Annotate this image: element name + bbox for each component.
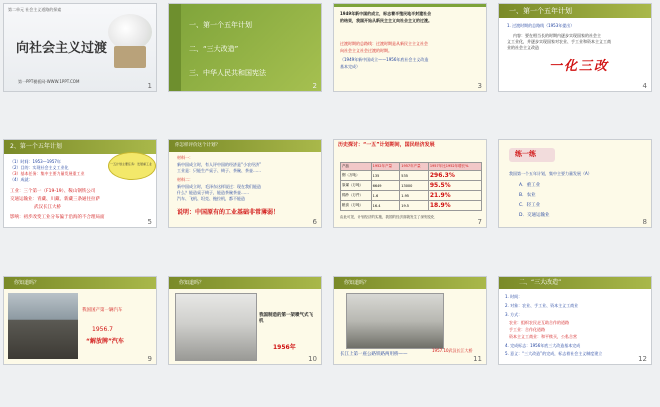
- sub-heading: 1. 过渡时期的总路线（1953年提出）: [507, 23, 575, 28]
- data-table: [340, 162, 482, 211]
- agenda-item-2: 二、“三大改造”: [189, 45, 239, 53]
- slide-heading: 一、第一个五年计划: [509, 7, 572, 15]
- option-d: D．交通运输业: [519, 213, 550, 218]
- slide-heading: 你怎样评价这个计划？: [175, 143, 220, 148]
- bridge-photo: [346, 293, 444, 349]
- slide-thumbnail-1[interactable]: [3, 3, 157, 92]
- slide-heading: 你知道吗？: [179, 280, 205, 286]
- table-cell: 135: [371, 171, 400, 181]
- callout-text: 一五计划主要任务：发展重工业: [110, 162, 153, 166]
- table-header: 1952年产量: [371, 163, 400, 171]
- table-cell: 13000: [400, 181, 429, 191]
- text-line: 义工业化，并逐步实现国家对农业、手工业和资本主义工商: [507, 39, 611, 44]
- slide-number: 12: [638, 355, 647, 363]
- callout-bubble: [108, 152, 156, 180]
- text-line: 工业：三个第一（F19-19）、鞍山钢铁公司: [10, 189, 96, 194]
- text-line: 手工业：合作化道路: [509, 327, 545, 332]
- slide-heading: 2、第一个五年计划: [10, 143, 62, 150]
- table-header: 1957年产量: [400, 163, 429, 171]
- table-row: [341, 201, 482, 211]
- slide-number: 11: [473, 355, 482, 363]
- text-line: 汽车、飞机、坦克、拖拉机，都不能造: [177, 196, 245, 201]
- slogan: 一化三改: [549, 59, 610, 74]
- table-cell: 钢（万吨）: [341, 171, 372, 181]
- table-cell: 棉纱（万件）: [341, 191, 372, 201]
- table-cell: 535: [400, 171, 429, 181]
- jet-photo: [175, 293, 257, 361]
- text-line: 影响：初步改变工业分布偏于沿海的不合理局面: [10, 215, 105, 220]
- slide-thumbnail-6[interactable]: [168, 139, 322, 228]
- year-label: 1956年: [273, 344, 296, 351]
- photo-caption: 我国国产第一辆汽车: [82, 308, 123, 313]
- text-line: 资本主义工商业：和平赎买，公私合营: [509, 334, 577, 339]
- slide-number: 9: [147, 355, 152, 363]
- table-cell: 6649: [371, 181, 400, 191]
- text-line: （3）基本任务：集中主要力量发展重工业: [10, 171, 85, 176]
- photo-caption: 长江上第一座公路铁路两用桥——: [340, 352, 408, 357]
- text-line: 基本完成）: [340, 64, 360, 69]
- slide-number: 3: [477, 82, 482, 90]
- table-header: 产品: [341, 163, 372, 171]
- year-label: 1956.7: [92, 326, 113, 333]
- text-line: 3. 方式：: [505, 312, 523, 317]
- slide-thumbnail-2[interactable]: [168, 3, 322, 92]
- table-row: [341, 191, 482, 201]
- slide-thumbnail-11[interactable]: [333, 276, 487, 365]
- slide-thumbnail-10[interactable]: [168, 276, 322, 365]
- table-cell: 21.9%: [428, 191, 481, 201]
- slide-number: 4: [642, 82, 647, 90]
- slide-number: 8: [642, 218, 647, 226]
- text-line: 内容：要在相当长的时期内逐步实现国家的社会主: [513, 33, 601, 38]
- text-line: 5. 意义：“三大改造”的完成，标志着社会主义制度建立: [505, 351, 603, 356]
- slide-number: 6: [312, 218, 317, 226]
- slide-thumbnail-4[interactable]: [498, 3, 652, 92]
- table-cell: 95.5%: [428, 181, 481, 191]
- table-cell: 18.9%: [428, 201, 481, 211]
- text-line: 工业是：只能生产桌子、椅子、茶碗、茶壶……: [177, 168, 261, 173]
- text-line: 农业：组织农民走互助合作的道路: [509, 320, 569, 325]
- option-b: B．农业: [519, 193, 536, 198]
- question-text: 我国第一个五年计划，集中主要力量发展（A）: [509, 171, 592, 176]
- text-line: （4）成就：: [10, 177, 33, 182]
- slide-number: 7: [477, 218, 482, 226]
- text-line: 业的社会主义改造: [507, 45, 539, 50]
- text-line: 什么？能造桌子椅子，能造茶碗茶壶……: [177, 190, 249, 195]
- slide-footer: 第一PPT模板网-WWW.1PPT.COM: [18, 79, 80, 84]
- option-a: A．重工业: [519, 183, 541, 188]
- conclusion-note: 说明：中国原有的工业基础非常薄弱！: [177, 209, 280, 216]
- table-cell: 原煤（万吨）: [341, 181, 372, 191]
- text-line: 4. 完成标志：1956年底三大改造基本完成: [505, 343, 581, 348]
- flower-image: [102, 12, 154, 72]
- table-header-row: [341, 163, 482, 171]
- slide-thumbnail-7[interactable]: [333, 139, 487, 228]
- text-line: 过渡时期的总路线：过渡时期是从新民主主义社会: [340, 41, 428, 46]
- text-line: 的结束，我国开始从新民主主义向社会主义的过渡。: [340, 18, 432, 23]
- text-line: 新中国成立时，有人评中国的经济是“小农经济”: [177, 162, 262, 167]
- slide-thumbnail-9[interactable]: [3, 276, 157, 365]
- text-line: 材料一：: [177, 155, 193, 160]
- text-line: 交通运输业：青藏、川藏、新藏三条通往拉萨: [10, 197, 100, 202]
- slide-heading: 你知道吗？: [14, 280, 40, 286]
- slide-number: 5: [147, 218, 152, 226]
- text-line: 1. 时间：: [505, 294, 523, 299]
- table-header: 1957年比1952年增长%: [428, 163, 481, 171]
- factory-photo: [8, 293, 78, 359]
- agenda-item-1: 一、第一个五年计划: [189, 21, 252, 29]
- table-cell: 1.6: [371, 191, 400, 201]
- side-band: [169, 4, 181, 91]
- table-cell: 16.4: [371, 201, 400, 211]
- text-line: 向社会主义社会过渡的时期。: [340, 48, 392, 53]
- photo-caption: 我国制造的第一架喷气式飞机: [259, 313, 313, 324]
- text-line: （1949年新中国成立——1956年底社会主义改造: [340, 57, 429, 62]
- table-row: [341, 171, 482, 181]
- slide-heading: 历史探讨：“一五”计划期间，国民经济发展: [338, 142, 435, 148]
- slide-thumbnail-5[interactable]: [3, 139, 157, 228]
- slide-thumbnail-3[interactable]: [333, 3, 487, 92]
- text-line: 1949年新中国的成立，标志着半殖民地半封建社会: [340, 11, 432, 16]
- table-cell: 296.3%: [428, 171, 481, 181]
- table-cell: 1.95: [400, 191, 429, 201]
- text-line: 2. 对象：农业、手工业、资本主义工商业: [505, 303, 579, 308]
- text-line: 材料二：: [177, 177, 193, 182]
- table-cell: 粮食（万吨）: [341, 201, 372, 211]
- photo-caption: 1957.10武汉长江大桥: [432, 348, 473, 353]
- text-line: 新中国成立时，毛泽东这样说过：现在我们能造: [177, 184, 261, 189]
- option-c: C．轻工业: [519, 203, 541, 208]
- slide-heading: 练一练: [515, 150, 536, 158]
- slide-heading: 二、“三大改造”: [519, 279, 562, 286]
- table-footnote: 由此可见，计划经济的实施，我国的经济面貌发生了深刻变化: [340, 215, 435, 219]
- slide-number: 1: [147, 82, 152, 90]
- table-cell: 19.5: [400, 201, 429, 211]
- slide-title: 向社会主义过渡: [16, 41, 108, 56]
- top-bar: [334, 4, 486, 7]
- slide-thumbnail-8[interactable]: [498, 139, 652, 228]
- slide-thumbnail-12[interactable]: [498, 276, 652, 365]
- slide-number: 2: [312, 82, 317, 90]
- table-row: [341, 181, 482, 191]
- photo-caption: “解放牌”汽车: [86, 338, 124, 345]
- text-line: （1）时间：1953—1957年: [10, 159, 61, 164]
- text-line: 武汉长江大桥: [34, 205, 61, 210]
- slide-number: 10: [308, 355, 317, 363]
- slide-header: 第二单元 社会主义道路的探索: [8, 7, 62, 12]
- text-line: （2）目的：实现社会主义工业化: [10, 165, 69, 170]
- slide-heading: 你知道吗？: [344, 280, 370, 286]
- agenda-item-3: 三、中华人民共和国宪法: [189, 69, 266, 77]
